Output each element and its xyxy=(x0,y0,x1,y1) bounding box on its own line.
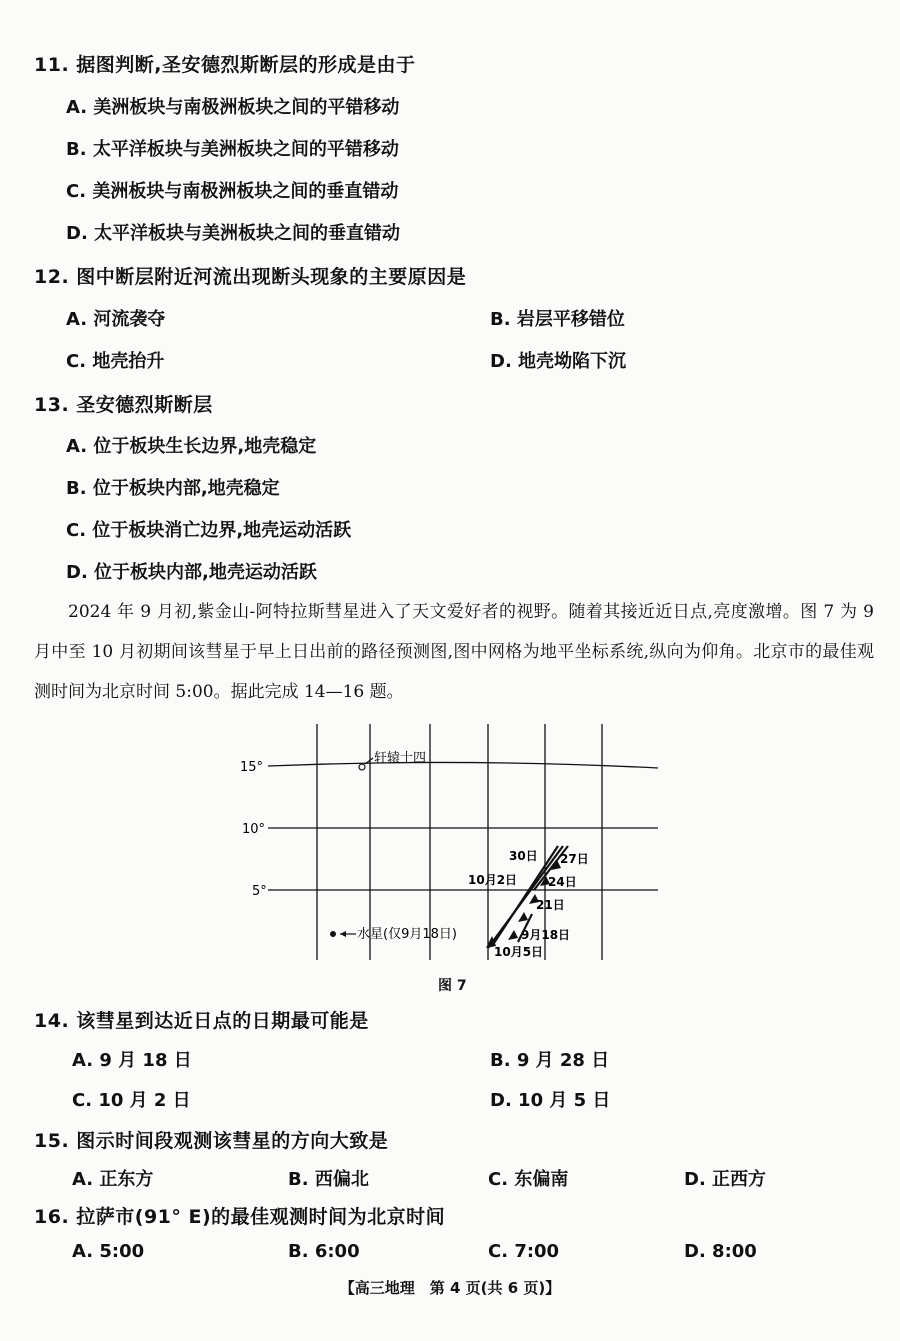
question-15-option-c[interactable]: C. 东偏南 xyxy=(488,1169,569,1190)
question-12-stem: 12. 图中断层附近河流出现断头现象的主要原因是 xyxy=(34,266,467,288)
arrowhead-18 xyxy=(508,930,518,940)
passage-text: 2024 年 9 月初,紫金山-阿特拉斯彗星进入了天文爱好者的视野。随着其接近近日点,亮度激增。图 7 为 9 月中至 10 月初期间该彗星于早上日出前的路径预测图,图中网格为地平坐标系统,纵向为仰角。北京市的最佳观测时间为北京时间 5:00。据此完成 14—16 题。 xyxy=(34,602,874,702)
question-13-option-a[interactable]: A. 位于板块生长边界,地壳稳定 xyxy=(66,436,317,457)
question-15-stem: 15. 图示时间段观测该彗星的方向大致是 xyxy=(34,1130,389,1152)
regulus-label: 轩辕十四 xyxy=(374,751,427,766)
question-14-option-b[interactable]: B. 9 月 28 日 xyxy=(490,1050,610,1071)
question-15-option-d[interactable]: D. 正西方 xyxy=(684,1169,767,1190)
question-16-option-d[interactable]: D. 8:00 xyxy=(684,1241,757,1262)
date-label-27: 27日 xyxy=(560,852,589,866)
question-13-stem: 13. 圣安德烈斯断层 xyxy=(34,394,213,416)
grid-vertical-lines xyxy=(317,724,602,960)
grid-horizontal-lines xyxy=(268,762,658,890)
question-11-option-b[interactable]: B. 太平洋板块与美洲板块之间的平错移动 xyxy=(66,139,399,160)
question-11-stem: 11. 据图判断,圣安德烈斯断层的形成是由于 xyxy=(34,54,416,76)
question-13-option-c[interactable]: C. 位于板块消亡边界,地壳运动活跃 xyxy=(66,520,352,541)
page-footer: 【高三地理 第 4 页(共 6 页)】 xyxy=(339,1279,561,1297)
date-label-30: 30日 xyxy=(509,849,538,863)
question-11-option-a[interactable]: A. 美洲板块与南极洲板块之间的平错移动 xyxy=(66,97,400,118)
question-16-option-c[interactable]: C. 7:00 xyxy=(488,1241,560,1262)
figure-caption: 图 7 xyxy=(438,978,467,994)
question-12-option-d[interactable]: D. 地壳坳陷下沉 xyxy=(490,351,627,372)
question-14-option-d[interactable]: D. 10 月 5 日 xyxy=(490,1090,611,1111)
date-label-24: 24日 xyxy=(548,875,577,889)
question-15-option-b[interactable]: B. 西偏北 xyxy=(288,1169,369,1190)
question-11-option-d[interactable]: D. 太平洋板块与美洲板块之间的垂直错动 xyxy=(66,223,401,244)
question-16-option-a[interactable]: A. 5:00 xyxy=(72,1241,145,1262)
question-12-option-a[interactable]: A. 河流袭夺 xyxy=(66,309,166,330)
arrowhead-21 xyxy=(518,912,528,922)
date-label-oct2: 10月2日 xyxy=(468,873,518,887)
y-label-15: 15° xyxy=(240,760,264,775)
date-label-21: 21日 xyxy=(536,898,565,912)
question-15-option-a[interactable]: A. 正东方 xyxy=(72,1169,154,1190)
mercury-arrow-icon xyxy=(340,931,346,937)
date-label-sep18: 9月18日 xyxy=(521,928,571,942)
mercury-dot-icon xyxy=(330,931,336,937)
question-12-option-b[interactable]: B. 岩层平移错位 xyxy=(490,309,625,330)
question-16-option-b[interactable]: B. 6:00 xyxy=(288,1241,360,1262)
question-13-option-b[interactable]: B. 位于板块内部,地壳稳定 xyxy=(66,478,280,499)
regulus-star-icon xyxy=(359,764,365,770)
y-label-5: 5° xyxy=(252,884,267,899)
question-16-stem: 16. 拉萨市(91° E)的最佳观测时间为北京时间 xyxy=(34,1206,446,1228)
question-13-option-d[interactable]: D. 位于板块内部,地壳运动活跃 xyxy=(66,562,317,583)
comet-path-figure xyxy=(230,720,670,970)
question-11-option-c[interactable]: C. 美洲板块与南极洲板块之间的垂直错动 xyxy=(66,181,399,202)
grid-h-15 xyxy=(268,762,658,768)
question-12-option-c[interactable]: C. 地壳抬升 xyxy=(66,351,165,372)
passage xyxy=(34,592,874,712)
y-label-10: 10° xyxy=(242,822,266,837)
question-14-stem: 14. 该彗星到达近日点的日期最可能是 xyxy=(34,1010,369,1032)
question-14-option-c[interactable]: C. 10 月 2 日 xyxy=(72,1090,191,1111)
mercury-label: 水星(仅9月18日) xyxy=(357,927,457,942)
question-14-option-a[interactable]: A. 9 月 18 日 xyxy=(72,1050,192,1071)
date-label-oct5: 10月5日 xyxy=(494,945,544,959)
